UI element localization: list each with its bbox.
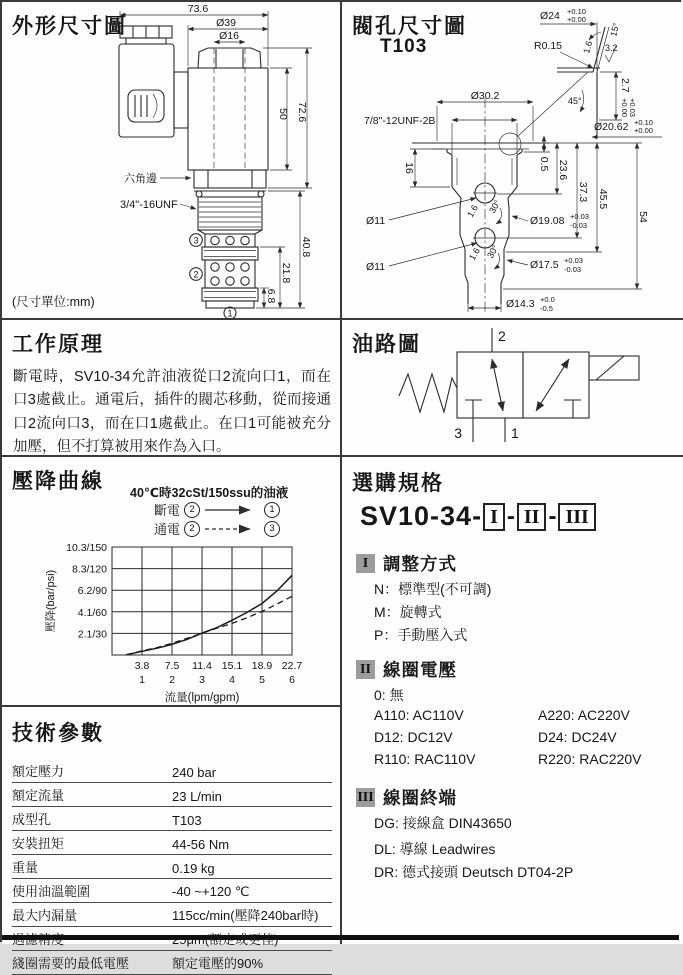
dim-d24-tol-l: +0.00 (567, 15, 586, 24)
xtick-lpm-1: 7.5 (164, 660, 180, 672)
seat-detail-view (534, 7, 662, 137)
section-working-principle (2, 320, 342, 457)
adjustment-heading: 調整方式 (383, 554, 457, 574)
table-row (12, 759, 332, 783)
x-axis-label: 流量(lpm/gpm) (164, 692, 240, 704)
section-pressure-drop (2, 457, 342, 707)
dim-h54: 54 (637, 211, 649, 223)
page-bottom-rule (2, 935, 679, 940)
model-code (360, 501, 597, 532)
dim-tube-dia: Ø16 (219, 30, 239, 42)
dim-cartridge-len: 40.8 (300, 236, 312, 258)
param-value: T103 (172, 813, 202, 828)
adjustment-option: N：標準型(不可調) (374, 581, 492, 597)
parameters-table (12, 759, 332, 975)
param-label: 額定壓力 (12, 764, 65, 779)
dim-d1908-tol-l: -0.03 (570, 221, 588, 230)
param-label: 額定流量 (12, 788, 65, 803)
coil-voltage-heading: 線圈電壓 (383, 660, 457, 680)
y-tick-labels (66, 542, 107, 640)
section-external-dimensions (2, 2, 342, 320)
param-value: 額定電壓的90% (172, 956, 264, 971)
section-technical-parameters (2, 707, 342, 971)
port-1-marker: 1 (227, 308, 233, 319)
dim-total-width: 73.6 (187, 3, 209, 15)
solid-arrow-icon (204, 505, 260, 515)
dim-coil-dia: Ø39 (216, 17, 236, 29)
y-axis-label: 壓降(bar/psi) (45, 569, 57, 633)
model-prefix: SV10-34- (360, 501, 483, 531)
roman-numeral-3-badge: III (356, 788, 375, 807)
cavity-title: 閥孔尺寸圖 (352, 15, 467, 38)
voltage-option: D12: DC12V (374, 729, 453, 745)
table-row (12, 783, 332, 807)
angle-30b: 30° (485, 243, 501, 260)
thread-label: 3/4"-16UNF (120, 199, 178, 211)
xtick-gpm-2: 3 (199, 674, 205, 686)
circuit-title: 油路圖 (352, 333, 421, 356)
finish-32: 3.2 (605, 43, 618, 53)
legend-dashed-to-port: 3 (264, 521, 280, 537)
param-label: 重量 (12, 860, 39, 875)
dimension-lines (120, 3, 312, 308)
dim-overall-height: 72.6 (296, 101, 308, 123)
xtick-gpm-4: 5 (259, 674, 265, 686)
section-circuit-diagram (342, 320, 683, 457)
param-label: 綫圈需要的最低電壓 (12, 956, 130, 971)
angle-45: 45° (568, 96, 582, 106)
model-segment-2-box: II (517, 503, 547, 531)
legend-solid-label: 斷電 (154, 503, 181, 518)
dim-d1908-tol-u: +0.03 (570, 212, 589, 221)
external-dim-title: 外形尺寸圖 (12, 15, 127, 38)
valve-position-left (457, 352, 523, 418)
voltage-option: 0: 無 (374, 687, 404, 703)
voltage-option: D24: DC24V (538, 729, 617, 745)
param-label: 安裝扭矩 (12, 836, 65, 851)
din-connector (119, 26, 188, 137)
dim-h373: 37.3 (577, 181, 589, 203)
table-row (12, 951, 332, 975)
roman-numeral-2-badge: II (356, 660, 375, 679)
dim-d2062-tol-u: +0.10 (634, 118, 653, 127)
x-tick-labels-lpm (135, 660, 303, 672)
adjustment-option: M：旋轉式 (374, 604, 442, 620)
table-row (12, 855, 332, 879)
legend-deenergized (154, 500, 280, 519)
legend-energized (154, 519, 280, 538)
xtick-lpm-0: 3.8 (134, 660, 150, 672)
dim-d11a: Ø11 (366, 215, 386, 227)
termination-option: DR: 德式接頭 Deutsch DT04-2P (374, 864, 574, 880)
dim-h27-tol-u: +0.03 (628, 98, 637, 117)
port-3-marker: 3 (193, 235, 199, 246)
dim-d175-tol-u: +0.03 (564, 256, 583, 265)
param-value: 115cc/min(壓降240bar時) (172, 908, 319, 923)
model-segment-1-box: I (483, 503, 505, 531)
dim-h455: 45.5 (597, 188, 609, 210)
circuit-port-1: 1 (511, 425, 519, 441)
legend-solid-to-port: 1 (264, 502, 280, 518)
dim-thread: 7/8"-12UNF-2B (364, 115, 436, 127)
param-value: -40 ~+120 ℃ (172, 884, 250, 899)
param-value: 240 bar (172, 765, 217, 780)
dim-d175: Ø17.5 (530, 259, 559, 271)
ytick-4: 2.1/30 (77, 628, 107, 641)
circuit-port-3: 3 (454, 425, 462, 441)
ytick-3: 4.1/60 (77, 606, 107, 619)
dim-port1-len: 6.8 (265, 288, 277, 304)
dim-h16: 16 (403, 162, 415, 174)
section-ordering-info (342, 457, 683, 944)
xtick-gpm-0: 1 (139, 674, 145, 686)
voltage-option: A220: AC220V (538, 707, 630, 723)
legend-dashed-from-port: 2 (184, 521, 200, 537)
table-row (12, 807, 332, 831)
xtick-lpm-4: 18.9 (251, 660, 273, 672)
cavity-subtitle: T103 (380, 36, 428, 57)
dim-d2062-tol-l: +0.00 (634, 126, 653, 135)
param-value: 44-56 Nm (172, 837, 230, 852)
hex-flat-label: 六角邊 (124, 173, 157, 185)
principle-text: 斷電時，SV10-34允許油液從口2流向口1，而在口3處截止。通電后，插件的閥芯移動，從而接通口2流向口3，而在口1處截止。在口1可能被充分加壓，但不打算被用來作為入口。 (13, 369, 331, 456)
angle-15: 15° (608, 21, 622, 38)
angle-30a: 30° (487, 198, 503, 215)
finish-16b: 1.6 (467, 246, 482, 262)
param-value: 0.19 kg (172, 861, 215, 876)
model-segment-3-box: III (558, 503, 595, 531)
dim-coil-height: 50 (277, 108, 289, 120)
dim-d175-tol-l: -0.03 (564, 265, 582, 274)
ytick-0: 10.3/150 (66, 542, 107, 554)
x-tick-labels-gpm (139, 674, 295, 686)
ordering-title: 選購規格 (352, 472, 444, 495)
pressure-drop-chart (2, 537, 342, 707)
curve-deenergized-2-to-1 (126, 575, 292, 655)
ytick-2: 6.2/90 (77, 585, 107, 598)
legend-solid-from-port: 2 (184, 502, 200, 518)
dim-r015: R0.15 (534, 40, 563, 52)
dim-d143-tol-u: +0.0 (540, 295, 555, 304)
section-cavity-dimensions (342, 2, 683, 320)
solenoid-symbol (589, 356, 639, 380)
legend-dashed-label: 通電 (154, 522, 181, 537)
xtick-lpm-5: 22.7 (281, 660, 303, 672)
dashed-arrow-icon (204, 524, 260, 534)
dim-d2062: Ø20.62 (594, 121, 629, 133)
external-dimensions-drawing (2, 2, 342, 320)
xtick-gpm-1: 2 (169, 674, 175, 686)
valve-position-right (523, 352, 589, 418)
voltage-option: R110: RAC110V (374, 751, 476, 767)
cartridge-body (198, 197, 262, 308)
table-row (12, 903, 332, 927)
curve-energized-2-to-3 (126, 596, 292, 655)
finish-16a: 1.6 (465, 203, 480, 219)
unit-note: (尺寸單位:mm) (12, 295, 95, 309)
model-dash: - (506, 502, 515, 530)
oil-condition-note: 40℃時32cSt/150ssu的油液 (130, 486, 289, 500)
xtick-gpm-3: 4 (229, 674, 235, 686)
dim-h27: 2.7 (619, 78, 631, 93)
dim-d302: Ø30.2 (470, 90, 500, 102)
voltage-option: R220: RAC220V (538, 751, 642, 767)
circuit-port-2: 2 (498, 328, 506, 344)
param-value: 23 L/min (172, 789, 222, 804)
dim-d1908: Ø19.08 (530, 215, 565, 227)
xtick-gpm-5: 6 (289, 674, 295, 686)
finish-16-detail: 1.6 (581, 39, 595, 55)
dim-h05: 0.5 (538, 156, 550, 172)
dim-d143-tol-l: -0.5 (540, 304, 553, 313)
param-label: 最大内漏量 (12, 908, 78, 923)
dim-d24-tol-u: +0.10 (567, 7, 586, 16)
ordering-section-1-header (356, 551, 457, 576)
principle-title: 工作原理 (12, 333, 104, 356)
dim-h236: 23.6 (557, 159, 569, 181)
param-label: 成型孔 (12, 812, 52, 827)
ordering-section-2-header (356, 657, 457, 682)
xtick-lpm-2: 11.4 (192, 660, 212, 672)
dim-d11b: Ø11 (366, 261, 386, 273)
dim-h27-tol-l: +0.00 (620, 98, 629, 117)
model-dash: - (548, 502, 557, 530)
adjustment-option: P：手動壓入式 (374, 627, 468, 643)
dim-d24: Ø24 (540, 10, 560, 22)
table-row (12, 879, 332, 903)
voltage-option: A110: AC110V (374, 707, 464, 723)
param-label: 使用油溫範圍 (12, 884, 91, 899)
dim-d143: Ø14.3 (506, 298, 535, 310)
curve-title: 壓降曲線 (12, 470, 104, 493)
ytick-1: 8.3/120 (71, 563, 107, 576)
roman-numeral-1-badge: I (356, 554, 375, 573)
ordering-section-3-header (356, 785, 457, 810)
xtick-lpm-3: 15.1 (221, 660, 243, 672)
termination-option: DL: 導線 Leadwires (374, 841, 496, 857)
dim-port2-len: 21.8 (280, 262, 292, 284)
port-2-marker: 2 (193, 269, 199, 280)
table-row (12, 831, 332, 855)
params-title: 技術參數 (12, 722, 104, 745)
termination-option: DG: 接線盒 DIN43650 (374, 815, 512, 831)
coil-termination-heading: 線圈終端 (383, 788, 457, 808)
solenoid-coil (188, 48, 268, 197)
spring-symbol (399, 374, 457, 412)
